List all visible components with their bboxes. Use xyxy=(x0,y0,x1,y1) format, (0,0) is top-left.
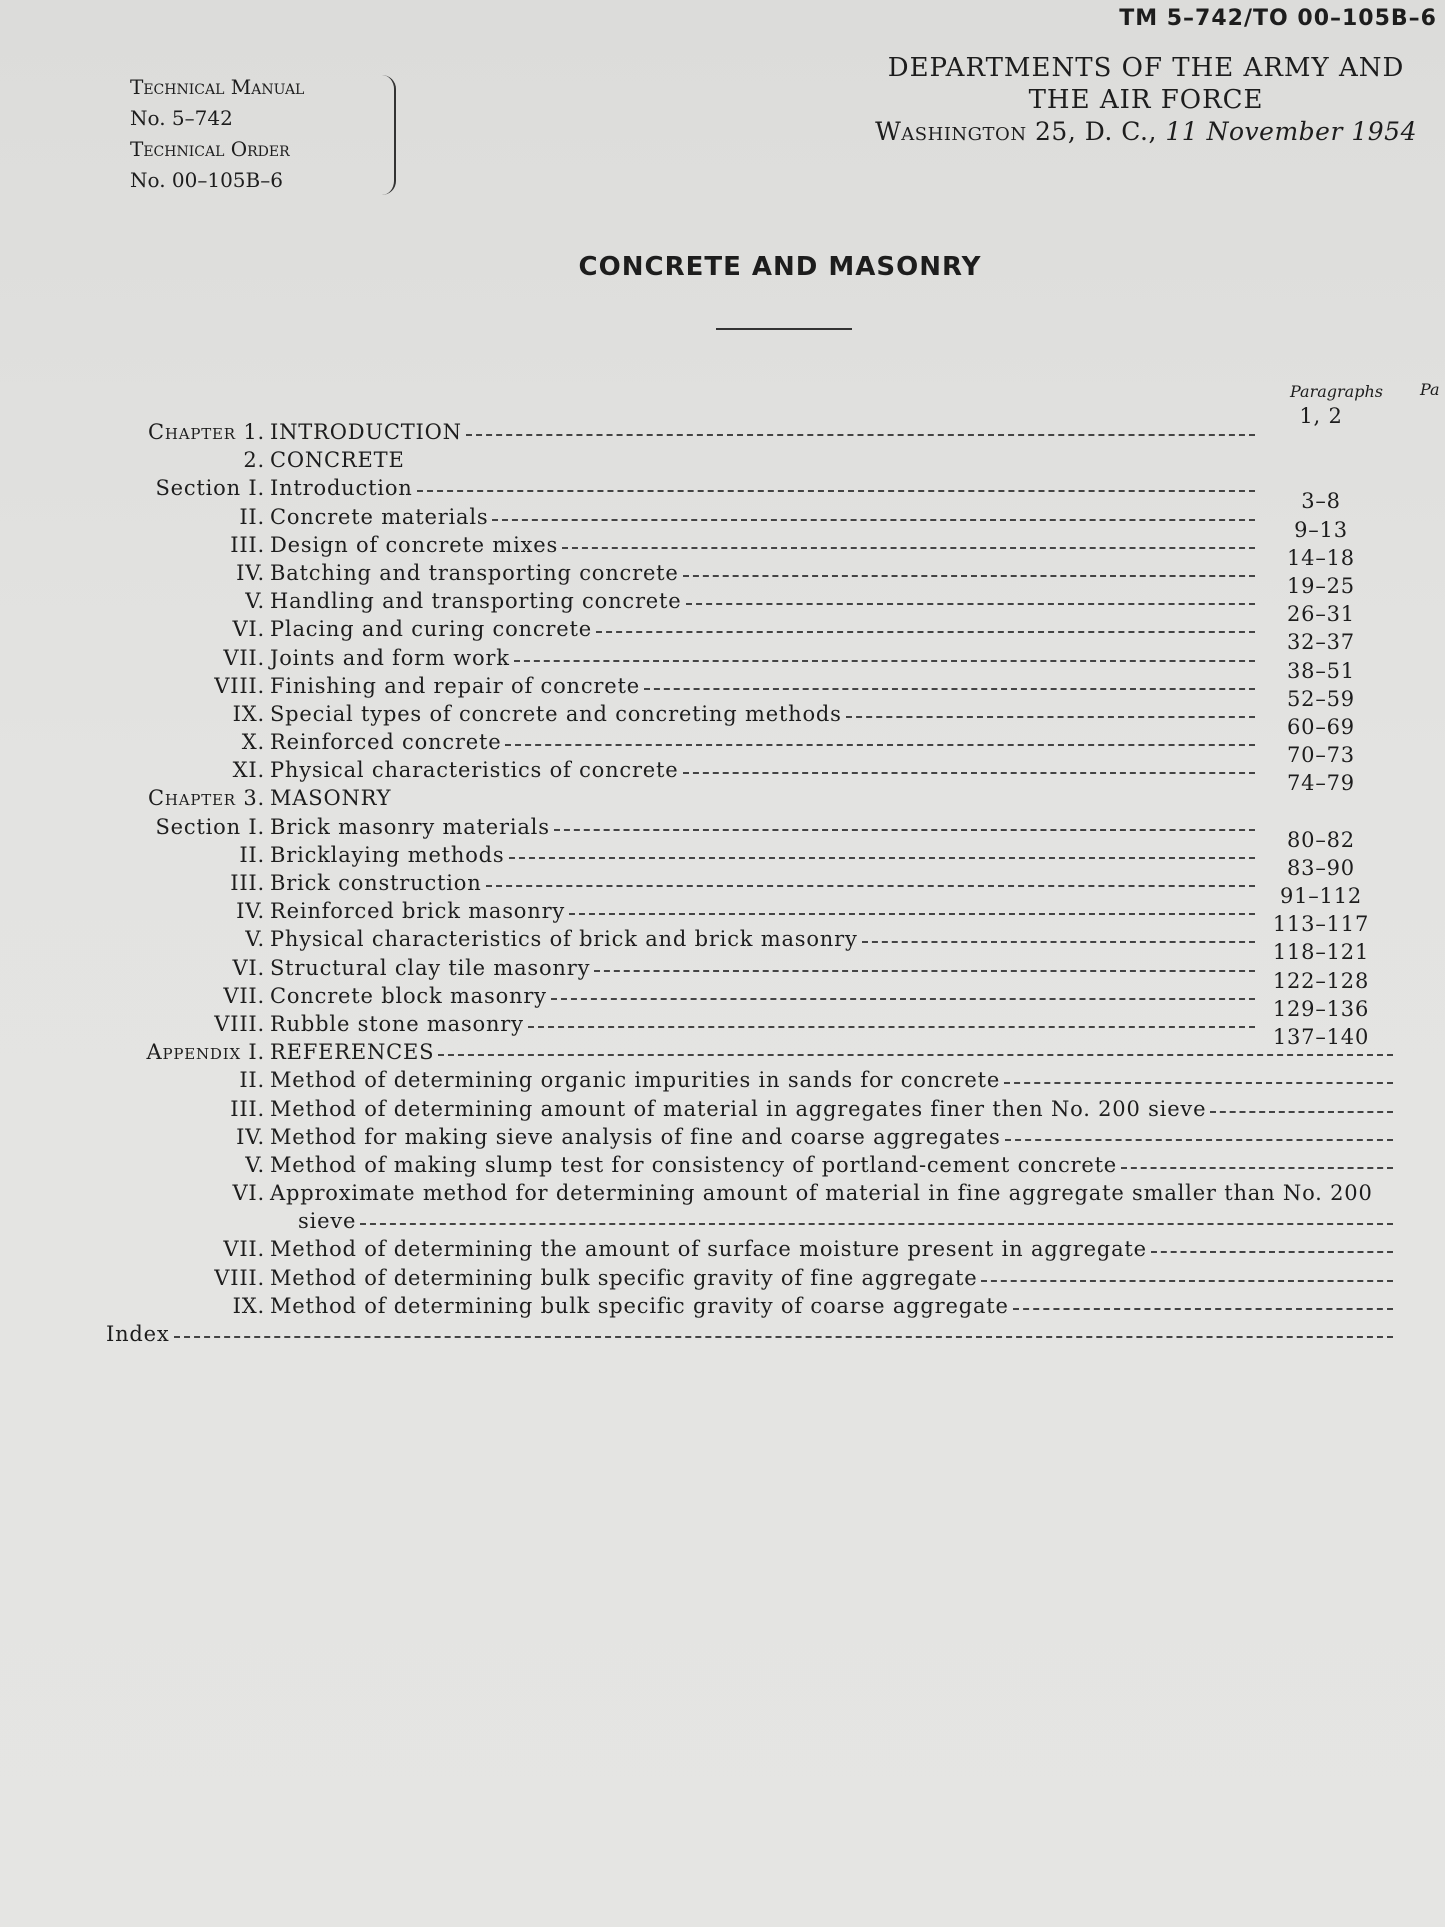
toc-entry-label: Chapter 3. xyxy=(147,786,265,811)
leader-dots xyxy=(528,1012,1255,1028)
toc-entry-title: Method of determining bulk specific gravity of fine aggregate xyxy=(270,1265,978,1290)
tm-line: Technical Order xyxy=(130,137,290,161)
page-column-header: Pa xyxy=(1420,380,1440,399)
toc-entry xyxy=(0,784,1445,812)
toc-entry-label: III. xyxy=(230,532,265,557)
brace-divider xyxy=(380,75,396,195)
toc-entry-label: VI. xyxy=(232,617,265,642)
toc-entry xyxy=(0,1095,1445,1123)
toc-entry-title: Structural clay tile masonry xyxy=(270,955,591,980)
toc-entry xyxy=(0,1320,1445,1348)
toc-entry-label: Appendix I. xyxy=(146,1040,265,1065)
toc-entry xyxy=(0,813,1445,852)
date: 11 November 1954 xyxy=(1165,117,1417,146)
toc-entry xyxy=(0,1123,1445,1151)
leader-dots xyxy=(1005,1125,1393,1141)
toc-entry xyxy=(0,1038,1445,1066)
toc-entry-label: II. xyxy=(239,1068,265,1093)
toc-entry-title: Bricklaying methods xyxy=(270,842,505,867)
table-of-contents xyxy=(0,404,1445,1348)
toc-entry xyxy=(0,503,1445,542)
department-line: DEPARTMENTS OF THE ARMY AND xyxy=(887,53,1405,83)
toc-entry-label: III. xyxy=(230,1096,265,1121)
toc-entry xyxy=(0,1235,1445,1263)
leader-dots xyxy=(683,561,1255,577)
leader-dots xyxy=(683,758,1256,774)
toc-entry-title: REFERENCES xyxy=(270,1040,435,1065)
toc-entry-title: Handling and transporting concrete xyxy=(270,589,682,614)
toc-entry-title: CONCRETE xyxy=(270,448,405,473)
toc-entry-paragraphs: 74–79 xyxy=(1287,771,1355,796)
toc-entry xyxy=(0,1264,1445,1292)
toc-entry-label: II. xyxy=(239,504,265,529)
leader-dots xyxy=(505,730,1255,746)
toc-entry xyxy=(0,1179,1445,1207)
toc-entry xyxy=(0,841,1445,880)
toc-entry-paragraphs: 137–140 xyxy=(1272,1024,1370,1049)
toc-entry-label: X. xyxy=(241,730,265,755)
toc-entry xyxy=(0,897,1445,937)
toc-entry-label: V. xyxy=(245,1152,265,1177)
toc-entry-title: Batching and transporting concrete xyxy=(270,560,679,585)
toc-entry xyxy=(0,700,1445,739)
toc-entry-label: Chapter 1. xyxy=(147,420,265,444)
department-heading xyxy=(875,52,1417,148)
leader-dots xyxy=(1210,1097,1393,1113)
toc-entry xyxy=(0,1207,1445,1235)
toc-entry-paragraphs: 14–18 xyxy=(1287,545,1355,570)
toc-entry-label: Section I. xyxy=(155,476,265,501)
leader-dots xyxy=(417,476,1255,492)
leader-dots xyxy=(644,674,1255,690)
toc-entry-title: MASONRY xyxy=(270,786,392,811)
toc-entry-title: Method of determining organic impurities in sands for concrete xyxy=(270,1068,1001,1093)
toc-entry-paragraphs: 32–37 xyxy=(1287,630,1355,655)
toc-entry-label: VII. xyxy=(223,1237,265,1262)
leader-dots xyxy=(594,956,1255,972)
toc-entry-title: INTRODUCTION xyxy=(270,420,462,444)
leader-dots xyxy=(562,533,1255,549)
leader-dots xyxy=(862,927,1255,943)
tm-line: No. 5–742 xyxy=(130,106,233,130)
toc-entry-paragraphs: 52–59 xyxy=(1287,686,1355,711)
toc-entry-paragraphs: 3–8 xyxy=(1301,489,1341,514)
toc-entry-title: Index xyxy=(106,1322,170,1346)
toc-entry-title: Concrete block masonry xyxy=(270,983,547,1008)
toc-entry-title: Method of determining the amount of surface moisture present in aggregate xyxy=(270,1237,1147,1262)
toc-entry-label: IV. xyxy=(236,899,265,924)
toc-entry xyxy=(0,615,1445,655)
toc-entry xyxy=(0,531,1445,570)
leader-dots xyxy=(846,702,1255,718)
toc-entry-title: Design of concrete mixes xyxy=(270,532,559,557)
toc-entry xyxy=(0,925,1445,965)
toc-entry xyxy=(0,587,1445,627)
toc-entry-paragraphs: 113–117 xyxy=(1272,912,1370,937)
toc-entry xyxy=(0,982,1445,1021)
toc-entry xyxy=(0,1010,1445,1049)
toc-entry-title: Reinforced brick masonry xyxy=(270,899,566,924)
toc-entry xyxy=(0,404,1445,446)
toc-entry-title: Method of making slump test for consistency of portland-cement concrete xyxy=(270,1152,1118,1177)
toc-entry-paragraphs: 9–13 xyxy=(1294,517,1348,542)
toc-entry-paragraphs: 118–121 xyxy=(1272,940,1370,965)
manual-identification xyxy=(130,72,304,196)
document-code: TM 5–742/TO 00–105B–6 xyxy=(1119,6,1437,31)
toc-entry-paragraphs: 60–69 xyxy=(1287,714,1355,739)
toc-entry-title: Method of determining amount of material in aggregates finer then No. 200 sieve xyxy=(270,1096,1207,1121)
toc-entry-title: Method for making sieve analysis of fine and coarse aggregates xyxy=(270,1124,1001,1149)
toc-entry-title: Special types of concrete and concreting methods xyxy=(270,701,842,726)
place: Washington 25, D. C., xyxy=(875,117,1157,146)
toc-entry xyxy=(0,559,1445,598)
toc-entry-title: Concrete materials xyxy=(270,504,489,529)
toc-entry xyxy=(0,728,1445,768)
leader-dots xyxy=(466,420,1255,436)
leader-dots xyxy=(686,589,1256,605)
toc-entry xyxy=(0,672,1445,711)
toc-entry-title: Brick masonry materials xyxy=(270,814,550,839)
toc-entry-label: Section I. xyxy=(155,814,265,839)
leader-dots xyxy=(174,1322,1393,1338)
leader-dots xyxy=(360,1209,1393,1225)
toc-entry-label: VI. xyxy=(232,1181,265,1206)
leader-dots xyxy=(1121,1153,1393,1169)
toc-entry xyxy=(0,954,1445,993)
leader-dots xyxy=(551,984,1255,1000)
leader-dots xyxy=(1151,1237,1393,1253)
toc-entry-title: Finishing and repair of concrete xyxy=(270,673,640,698)
toc-entry-label: IV. xyxy=(236,1124,265,1149)
leader-dots xyxy=(1013,1294,1393,1310)
toc-entry xyxy=(0,1292,1445,1320)
toc-entry-label: VII. xyxy=(223,983,265,1008)
leader-dots xyxy=(486,871,1255,887)
toc-entry-label: II. xyxy=(239,842,265,867)
toc-entry-title: Joints and form work xyxy=(270,645,510,670)
toc-entry-paragraphs: 129–136 xyxy=(1272,996,1370,1021)
toc-entry-label: VIII. xyxy=(214,1011,265,1036)
toc-entry-paragraphs: 38–51 xyxy=(1287,658,1355,683)
document-title: CONCRETE AND MASONRY xyxy=(578,252,982,282)
toc-entry-label: 2. xyxy=(243,448,265,473)
toc-entry-title: Placing and curing concrete xyxy=(270,617,592,642)
leader-dots xyxy=(554,815,1255,831)
toc-entry-label: IX. xyxy=(232,701,265,726)
title-rule xyxy=(716,328,852,330)
department-line: THE AIR FORCE xyxy=(1028,85,1264,115)
toc-entry xyxy=(0,756,1445,796)
toc-entry xyxy=(0,474,1445,514)
toc-entry-title: Brick construction xyxy=(270,871,482,895)
toc-entry-label: IV. xyxy=(236,560,265,585)
leader-dots xyxy=(492,505,1255,521)
leader-dots xyxy=(981,1266,1393,1282)
toc-entry-label: VI. xyxy=(232,955,265,980)
tm-line: Technical Manual xyxy=(130,75,305,99)
toc-entry-label: VIII. xyxy=(214,1265,265,1290)
toc-entry xyxy=(0,869,1445,908)
toc-entry-title: Rubble stone masonry xyxy=(270,1011,524,1036)
toc-entry-label: XI. xyxy=(232,758,265,783)
toc-entry-label: III. xyxy=(230,871,265,895)
tm-line: No. 00–105B–6 xyxy=(130,168,283,192)
toc-entry-title: Introduction xyxy=(270,476,413,501)
toc-entry-title: Physical characteristics of brick and brick masonry xyxy=(270,927,858,952)
toc-entry-title: sieve xyxy=(298,1209,357,1234)
leader-dots xyxy=(1004,1068,1393,1084)
toc-entry-paragraphs: 80–82 xyxy=(1287,827,1355,852)
toc-entry-title: Approximate method for determining amount of material in fine aggregate smaller than No. 200 xyxy=(270,1181,1373,1206)
toc-entry xyxy=(0,644,1445,683)
toc-entry-label: V. xyxy=(245,927,265,952)
toc-entry xyxy=(0,1151,1445,1179)
toc-entry-label: VII. xyxy=(223,645,265,670)
toc-entry-paragraphs: 83–90 xyxy=(1287,855,1355,880)
toc-entry-label: V. xyxy=(245,589,265,614)
leader-dots xyxy=(438,1040,1393,1056)
toc-entry-title: Reinforced concrete xyxy=(270,730,502,755)
place-date-line xyxy=(875,116,1417,148)
toc-entry-paragraphs: 1, 2 xyxy=(1299,404,1343,428)
toc-entry-paragraphs: 19–25 xyxy=(1287,573,1355,598)
leader-dots xyxy=(514,646,1255,662)
toc-entry-title: Method of determining bulk specific gravity of coarse aggregate xyxy=(270,1293,1009,1318)
leader-dots xyxy=(596,617,1255,633)
toc-entry-paragraphs: 26–31 xyxy=(1287,602,1355,627)
toc-entry-label: VIII. xyxy=(214,673,265,698)
toc-entry-paragraphs: 91–112 xyxy=(1279,884,1363,908)
paragraphs-column-header: Paragraphs xyxy=(1290,382,1383,401)
toc-entry-paragraphs: 122–128 xyxy=(1272,968,1370,993)
leader-dots xyxy=(509,843,1255,859)
toc-entry-label: IX. xyxy=(232,1293,265,1318)
leader-dots xyxy=(569,899,1255,915)
toc-entry xyxy=(0,446,1445,474)
toc-entry-title: Physical characteristics of concrete xyxy=(270,758,679,783)
toc-entry-paragraphs: 70–73 xyxy=(1287,743,1355,768)
toc-entry xyxy=(0,1066,1445,1094)
